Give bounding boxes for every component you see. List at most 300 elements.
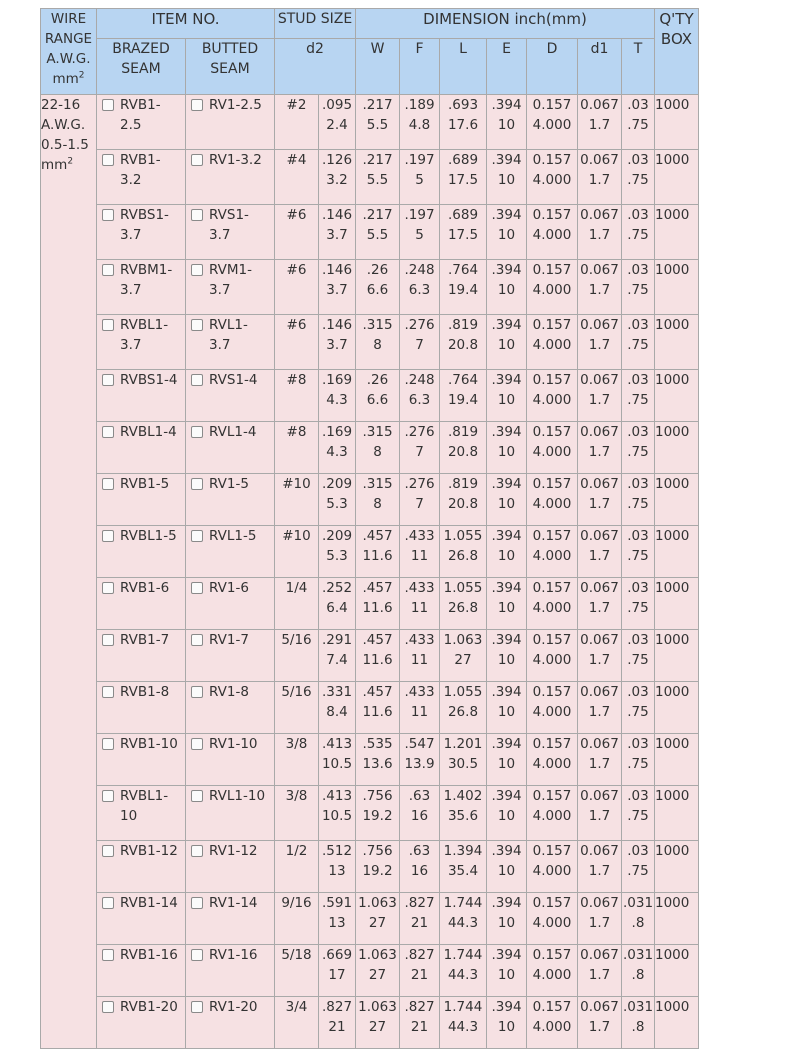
value-inch: 1.744 [443,895,483,911]
dim-f-cell [400,945,440,997]
value-inch: 1.402 [443,788,483,804]
value-inch: 0.157 [532,684,572,700]
dim-e-cell [487,786,527,841]
qty-box-cell: 1000 [655,474,699,526]
table-row [41,893,699,945]
qty-box-cell: 1000 [655,997,699,1049]
dim-d1-cell [578,370,622,422]
dim-w-cell [356,945,400,997]
dim-w-cell [356,150,400,205]
select-checkbox[interactable] [191,634,203,646]
header-d2: d2 [275,39,356,95]
value-inch: .764 [447,262,479,278]
select-checkbox[interactable] [191,738,203,750]
qty-box-cell: 1000 [655,370,699,422]
dim-d2-cell [319,422,356,474]
dim-l-cell [440,260,487,315]
value-inch: .03 [627,736,649,752]
dim-t-cell [622,315,655,370]
dim-d1-cell [578,630,622,682]
dim-e-cell [487,205,527,260]
dim-d1-cell [578,474,622,526]
value-inch: .394 [491,947,522,963]
dim-d-cell [527,997,578,1049]
stud-size-cell: 5/18 [275,945,319,997]
select-checkbox[interactable] [191,264,203,276]
brazed-item-no: RVBS1-3.7 [120,207,169,243]
header-butted-line: SEAM [210,61,250,77]
value-inch: .394 [491,580,522,596]
value-mm: 13.9 [404,756,435,772]
brazed-item-no: RVBL1-4 [120,424,177,440]
header-col-t: T [622,39,655,95]
value-inch: .03 [627,97,649,113]
table-header [41,9,699,95]
value-inch: .827 [321,999,353,1015]
dim-d2-cell [319,734,356,786]
dim-e-cell [487,734,527,786]
header-col-l: L [440,39,487,95]
dim-d-cell [527,841,578,893]
butted-item-no: RVS1-4 [209,372,258,388]
butted-item-cell [186,786,275,841]
value-mm: 11.6 [362,704,393,720]
butted-item-no: RVL1-5 [209,528,257,544]
butted-item-cell [186,422,275,474]
value-mm: 1.7 [588,652,611,668]
dim-w-cell [356,578,400,630]
value-inch: .26 [366,372,389,388]
value-mm: 44.3 [447,1019,479,1035]
stud-size-cell: 9/16 [275,893,319,945]
dim-d1-cell [578,893,622,945]
brazed-item-cell [97,630,186,682]
value-inch: 1.055 [443,528,483,544]
value-inch: .03 [627,372,649,388]
dim-d-cell [527,578,578,630]
value-inch: 0.067 [580,843,619,859]
value-mm: 4.000 [532,967,572,983]
select-checkbox[interactable] [102,264,114,276]
dim-w-cell [356,526,400,578]
value-mm: 5.5 [366,227,389,243]
wire-range-unit-sup: 2 [67,156,74,167]
select-checkbox[interactable] [102,209,114,221]
value-mm: 4.000 [532,117,572,133]
value-inch: .819 [447,317,479,333]
value-inch: .693 [447,97,479,113]
value-inch: 0.157 [532,788,572,804]
dim-f-cell [400,526,440,578]
value-inch: 0.157 [532,262,572,278]
dim-t-cell [622,526,655,578]
dim-d1-cell [578,150,622,205]
value-inch: .394 [491,895,522,911]
value-mm: 4.000 [532,337,572,353]
select-checkbox[interactable] [191,99,203,111]
value-inch: .394 [491,317,522,333]
value-inch: .756 [362,843,393,859]
butted-item-cell [186,526,275,578]
brazed-item-no: RVB1-12 [120,843,178,859]
header-col-f: F [400,39,440,95]
select-checkbox[interactable] [102,478,114,490]
select-checkbox[interactable] [191,478,203,490]
value-mm: 6.6 [366,392,389,408]
value-inch: .248 [404,372,435,388]
value-mm: 1.7 [588,756,611,772]
select-checkbox[interactable] [191,319,203,331]
brazed-item-cell [97,370,186,422]
header-butted-line: BUTTED [201,41,259,57]
value-mm: 3.2 [326,172,348,188]
qty-box-cell: 1000 [655,150,699,205]
value-inch: .315 [362,317,393,333]
dim-t-cell [622,630,655,682]
butted-item-no: RVL1-4 [209,424,257,440]
wire-range-unit: mm [41,157,68,173]
dim-w-cell [356,370,400,422]
value-inch: .248 [404,262,435,278]
select-checkbox[interactable] [102,1001,114,1013]
value-mm: .75 [627,227,649,243]
select-checkbox[interactable] [191,1001,203,1013]
stud-size-cell: 1/4 [275,578,319,630]
brazed-item-no: RVB1-10 [120,736,178,752]
dim-d1-cell [578,682,622,734]
value-inch: .63 [408,843,431,859]
select-checkbox[interactable] [102,790,114,802]
value-inch: .394 [491,684,522,700]
value-inch: .819 [447,424,479,440]
value-mm: 1.7 [588,337,611,353]
dim-f-cell [400,997,440,1049]
dim-d1-cell [578,786,622,841]
value-mm: 10 [497,337,516,353]
dim-l-cell [440,841,487,893]
value-mm: 17 [328,967,346,983]
dim-d2-cell [319,150,356,205]
brazed-item-no: RVB1-6 [120,580,170,596]
select-checkbox[interactable] [191,209,203,221]
value-inch: .146 [321,207,353,223]
value-inch: .146 [321,317,353,333]
select-checkbox[interactable] [102,949,114,961]
value-mm: 1.7 [588,863,611,879]
table-row [41,578,699,630]
select-checkbox[interactable] [191,426,203,438]
value-mm: 6.3 [408,392,431,408]
value-inch: .217 [362,97,393,113]
select-checkbox[interactable] [191,582,203,594]
dim-d2-cell [319,578,356,630]
dim-d-cell [527,315,578,370]
butted-item-no: RVS1-3.7 [209,207,249,243]
header-wire-line: RANGE [44,31,93,47]
value-inch: .689 [447,152,479,168]
butted-item-no: RV1-7 [209,632,249,648]
value-inch: 1.394 [443,843,483,859]
dim-d1-cell [578,997,622,1049]
value-mm: 19.4 [447,392,479,408]
dim-d2-cell [319,205,356,260]
dim-t-cell [622,150,655,205]
dim-e-cell [487,315,527,370]
qty-box-cell: 1000 [655,260,699,315]
value-inch: .169 [321,424,353,440]
brazed-item-no: RVBM1-3.7 [120,262,173,298]
dim-t-cell [622,422,655,474]
value-inch: .126 [321,152,353,168]
value-inch: 0.157 [532,317,572,333]
value-inch: .26 [366,262,389,278]
dim-w-cell [356,205,400,260]
select-checkbox[interactable] [102,374,114,386]
dim-d1-cell [578,526,622,578]
value-mm: 27 [454,652,472,668]
value-mm: 27 [368,967,387,983]
value-inch: 0.067 [580,788,619,804]
dim-t-cell [622,945,655,997]
butted-item-no: RVM1-3.7 [209,262,252,298]
value-mm: 19.2 [362,808,393,824]
stud-size-cell: #8 [275,370,319,422]
value-mm: 1.7 [588,967,611,983]
dim-d-cell [527,205,578,260]
table-row [41,997,699,1049]
brazed-item-cell [97,734,186,786]
value-inch: .03 [627,152,649,168]
value-mm: 1.7 [588,444,611,460]
value-mm: .8 [631,1019,645,1035]
value-mm: 2.4 [326,117,348,133]
butted-item-no: RVL1-10 [209,788,266,804]
header-brazed-line: SEAM [121,61,161,77]
butted-item-cell [186,630,275,682]
value-inch: 0.157 [532,580,572,596]
value-mm: .75 [627,808,649,824]
select-checkbox[interactable] [191,530,203,542]
dim-f-cell [400,682,440,734]
select-checkbox[interactable] [102,738,114,750]
dim-e-cell [487,422,527,474]
value-mm: 10 [497,808,516,824]
value-mm: 10.5 [321,756,353,772]
value-inch: 0.067 [580,317,619,333]
dim-f-cell [400,734,440,786]
value-inch: .276 [404,317,435,333]
value-inch: .394 [491,476,522,492]
brazed-item-no: RVBL1-10 [120,788,169,824]
value-mm: 5 [415,172,424,188]
value-inch: .669 [321,947,353,963]
butted-item-cell [186,370,275,422]
value-inch: .394 [491,262,522,278]
dim-w-cell [356,474,400,526]
dim-w-cell [356,260,400,315]
dim-d1-cell [578,422,622,474]
header-wire-line: A.W.G. [46,51,91,67]
table-row [41,422,699,474]
dim-e-cell [487,945,527,997]
table-row [41,945,699,997]
value-inch: 0.157 [532,895,572,911]
value-mm: 4.3 [326,392,348,408]
dim-w-cell [356,734,400,786]
value-inch: .03 [627,262,649,278]
value-inch: .197 [404,207,435,223]
table-row [41,315,699,370]
dim-d2-cell [319,786,356,841]
value-mm: 10 [497,756,516,772]
dim-d1-cell [578,841,622,893]
value-inch: .457 [362,684,393,700]
value-inch: 1.744 [443,999,483,1015]
value-mm: 4.000 [532,652,572,668]
select-checkbox[interactable] [102,154,114,166]
brazed-item-no: RVB1-2.5 [120,97,161,133]
dim-d2-cell [319,474,356,526]
dim-w-cell [356,841,400,893]
wire-range-cell [41,95,97,1049]
value-mm: 7.4 [326,652,348,668]
value-mm: .75 [627,704,649,720]
value-mm: .75 [627,337,649,353]
value-inch: 1.055 [443,580,483,596]
value-mm: 3.7 [326,227,348,243]
dim-d2-cell [319,841,356,893]
value-inch: 0.157 [532,372,572,388]
value-inch: .394 [491,207,522,223]
header-qty-line: Q'TY [659,10,694,28]
select-checkbox[interactable] [102,897,114,909]
value-mm: 4.000 [532,548,572,564]
value-inch: 0.067 [580,736,619,752]
value-mm: 10 [497,548,516,564]
value-inch: .827 [404,947,435,963]
select-checkbox[interactable] [191,374,203,386]
select-checkbox[interactable] [191,949,203,961]
qty-box-cell: 1000 [655,315,699,370]
value-inch: 0.157 [532,947,572,963]
select-checkbox[interactable] [191,154,203,166]
value-mm: 6.6 [366,282,389,298]
value-mm: 10 [497,967,516,983]
value-inch: .827 [404,895,435,911]
dim-d1-cell [578,734,622,786]
value-mm: 10 [497,704,516,720]
select-checkbox[interactable] [102,426,114,438]
dim-e-cell [487,997,527,1049]
value-mm: 8 [373,337,382,353]
value-mm: 1.7 [588,600,611,616]
dim-l-cell [440,95,487,150]
dim-l-cell [440,205,487,260]
dim-w-cell [356,95,400,150]
butted-item-no: RV1-10 [209,736,258,752]
value-inch: .03 [627,843,649,859]
dim-d1-cell [578,205,622,260]
stud-size-cell: #6 [275,260,319,315]
select-checkbox[interactable] [102,99,114,111]
select-checkbox[interactable] [102,845,114,857]
dim-l-cell [440,474,487,526]
brazed-item-cell [97,260,186,315]
value-inch: .394 [491,152,522,168]
select-checkbox[interactable] [102,686,114,698]
brazed-item-no: RVBL1-3.7 [120,317,169,353]
value-mm: 44.3 [447,967,479,983]
brazed-item-cell [97,893,186,945]
dim-d-cell [527,526,578,578]
dim-e-cell [487,630,527,682]
dim-f-cell [400,474,440,526]
value-inch: 0.067 [580,632,619,648]
select-checkbox[interactable] [102,634,114,646]
value-mm: 10 [497,863,516,879]
value-mm: 4.000 [532,444,572,460]
select-checkbox[interactable] [191,790,203,802]
dim-t-cell [622,205,655,260]
value-mm: 27 [368,915,387,931]
value-inch: 0.157 [532,843,572,859]
value-mm: 7 [415,337,424,353]
value-mm: .75 [627,600,649,616]
value-mm: .8 [631,915,645,931]
select-checkbox[interactable] [191,845,203,857]
butted-item-cell [186,260,275,315]
select-checkbox[interactable] [191,897,203,909]
value-mm: 1.7 [588,496,611,512]
brazed-item-no: RVB1-8 [120,684,170,700]
butted-item-no: RV1-20 [209,999,258,1015]
dim-w-cell [356,893,400,945]
value-mm: .75 [627,863,649,879]
value-mm: 4.000 [532,915,572,931]
select-checkbox[interactable] [102,582,114,594]
brazed-item-cell [97,205,186,260]
value-mm: 10 [497,1019,516,1035]
stud-size-cell: 3/4 [275,997,319,1049]
butted-item-no: RV1-3.2 [209,152,262,168]
wire-range-line: 0.5-1.5 [41,137,89,153]
header-dimension: DIMENSION inch(mm) [356,9,655,39]
value-mm: 11 [410,652,429,668]
select-checkbox[interactable] [191,686,203,698]
value-inch: 1.063 [358,895,397,911]
value-mm: 1.7 [588,548,611,564]
value-mm: 8.4 [326,704,348,720]
value-inch: .03 [627,580,649,596]
dim-d2-cell [319,945,356,997]
select-checkbox[interactable] [102,530,114,542]
value-mm: 20.8 [447,337,479,353]
value-inch: 0.067 [580,152,619,168]
dim-l-cell [440,893,487,945]
dim-d1-cell [578,95,622,150]
table-row [41,370,699,422]
brazed-item-no: RVB1-14 [120,895,178,911]
value-mm: 10 [497,282,516,298]
value-inch: .146 [321,262,353,278]
dim-w-cell [356,630,400,682]
table-row [41,474,699,526]
value-inch: .03 [627,528,649,544]
value-inch: .591 [321,895,353,911]
select-checkbox[interactable] [102,319,114,331]
header-col-d: D [527,39,578,95]
stud-size-cell: #4 [275,150,319,205]
